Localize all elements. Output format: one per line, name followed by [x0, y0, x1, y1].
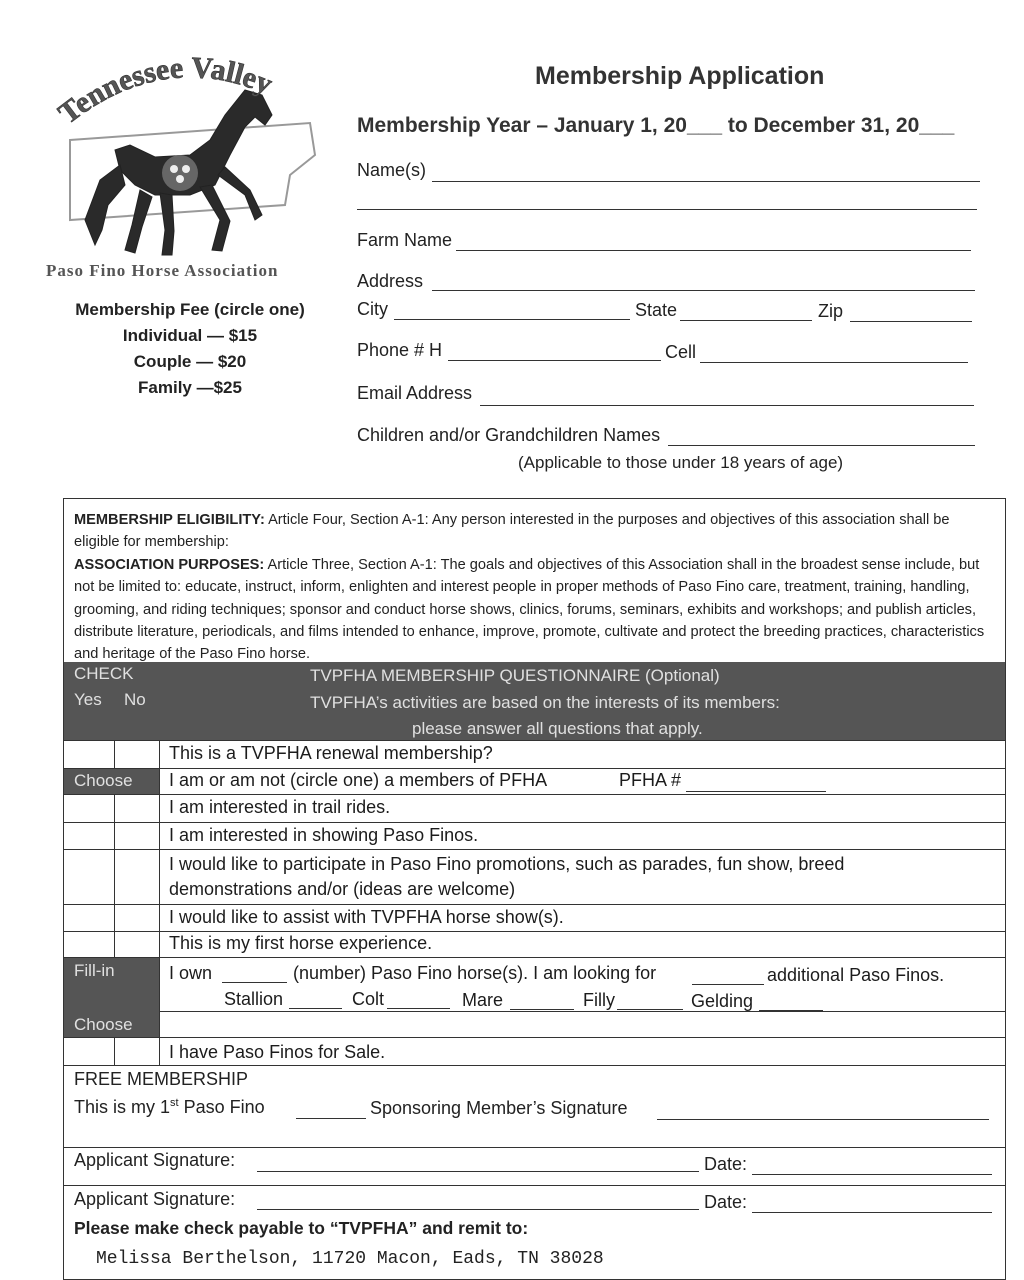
first-post: Paso Fino [178, 1097, 265, 1117]
purposes-body: Article Three, Section A-1: The goals and objectives of this Association shall in the broadest sense include, but not be limited to: educate, instruct, inform, enlighten and interest people in proper methods of Paso Fino care, treatment, training, handling, grooming, and riding techniques; sponsor and conduct horse shows, clinics, forums, seminars, exhibits and workshops; and publish articles, distribute literature, periodicals, and films intended to enhance, improve, promote, cultivate and protect the breeding practices, characteristics and heritage of the Paso Fino horse. [74, 556, 985, 663]
mare-field[interactable] [510, 1009, 574, 1010]
colt-field[interactable] [387, 1008, 450, 1009]
zip-field[interactable] [850, 321, 972, 322]
fee-couple: Couple — $20 [133, 352, 247, 371]
phone-field[interactable] [448, 360, 661, 361]
question-trail-rides: I am interested in trail rides. [169, 797, 391, 817]
date-label-2: Date: [704, 1192, 748, 1212]
first-paso-fino-field[interactable] [296, 1118, 366, 1119]
applicant-signature-label-1: Applicant Signature: [74, 1150, 236, 1170]
children-label: Children and/or Grandchildren Names [357, 425, 661, 445]
pfha-number-field[interactable] [686, 791, 826, 792]
membership-fee-title: Membership Fee (circle one) [75, 300, 305, 319]
state-field[interactable] [680, 320, 812, 321]
email-label: Email Address [357, 383, 473, 403]
filly-field[interactable] [617, 1009, 683, 1010]
sponsor-label: Sponsoring Member’s Signature [370, 1098, 628, 1118]
purposes-label: ASSOCIATION PURPOSES: [74, 556, 265, 573]
fillin-label: Fill-in [74, 961, 115, 980]
fee-family: Family —$25 [138, 378, 242, 397]
farm-name-field[interactable] [456, 250, 971, 251]
gelding-field[interactable] [759, 1010, 823, 1011]
additional-label: additional Paso Finos. [767, 965, 945, 985]
logo-arc-text: Tennessee Valley [52, 51, 277, 131]
q1-no-checkbox[interactable] [114, 740, 159, 768]
q3-yes-checkbox[interactable] [64, 794, 114, 822]
q9-yes-checkbox[interactable] [64, 1037, 114, 1065]
applicant-signature-field-2[interactable] [257, 1209, 699, 1210]
q3-no-checkbox[interactable] [114, 794, 159, 822]
stallion-field[interactable] [289, 1008, 342, 1009]
q5-yes-checkbox[interactable] [64, 849, 114, 904]
question-promotions-line2: demonstrations and/or (ideas are welcome) [169, 879, 516, 899]
question-showing: I am interested in showing Paso Finos. [169, 825, 479, 845]
remit-address: Melissa Berthelson, 11720 Macon, Eads, TN 38028 [96, 1249, 604, 1269]
applicant-signature-label-2: Applicant Signature: [74, 1189, 236, 1209]
membership-year-line: Membership Year – January 1, 20___ to December 31, 20___ [357, 114, 955, 137]
q7-no-checkbox[interactable] [114, 931, 159, 957]
association-logo [40, 45, 330, 290]
question-assist-show: I would like to assist with TVPFHA horse show(s). [169, 907, 564, 927]
email-field[interactable] [480, 405, 974, 406]
choose-label: Choose [74, 771, 133, 790]
q5-no-checkbox[interactable] [114, 849, 159, 904]
address-label: Address [357, 271, 424, 291]
free-membership-title: FREE MEMBERSHIP [74, 1069, 249, 1089]
date-field-1[interactable] [752, 1174, 992, 1175]
choose-label-2: Choose [74, 1015, 133, 1034]
question-pfha-member: I am or am not (circle one) a members of PFHA [169, 770, 548, 790]
own-number-text: (number) Paso Fino horse(s). I am looking for [293, 963, 657, 983]
date-field-2[interactable] [752, 1212, 992, 1213]
q6-no-checkbox[interactable] [114, 904, 159, 931]
stallion-label: Stallion [224, 989, 284, 1009]
check-label: CHECK [74, 664, 134, 683]
fee-individual: Individual — $15 [122, 326, 258, 345]
questionnaire-subtitle-2: please answer all questions that apply. [412, 719, 703, 738]
own-label: I own [169, 963, 213, 983]
question-for-sale: I have Paso Finos for Sale. [169, 1042, 386, 1062]
q1-yes-checkbox[interactable] [64, 740, 114, 768]
eligibility-box [63, 498, 1006, 1280]
children-note: (Applicable to those under 18 years of age) [518, 453, 844, 472]
first-pre: This is my 1 [74, 1097, 171, 1117]
cell-label: Cell [665, 342, 697, 362]
additional-number-field[interactable] [692, 984, 764, 985]
names-field[interactable] [432, 181, 980, 182]
sponsor-signature-field[interactable] [657, 1119, 989, 1120]
colt-label: Colt [352, 989, 385, 1009]
cell-field[interactable] [700, 362, 968, 363]
questionnaire-title: TVPFHA MEMBERSHIP QUESTIONNAIRE (Optional) [310, 666, 720, 685]
q7-yes-checkbox[interactable] [64, 931, 114, 957]
zip-label: Zip [818, 301, 844, 321]
eligibility-label: MEMBERSHIP ELIGIBILITY: [74, 512, 265, 528]
city-label: City [357, 299, 388, 319]
state-label: State [635, 300, 678, 320]
q6-yes-checkbox[interactable] [64, 904, 114, 931]
question-first-horse: This is my first horse experience. [169, 933, 433, 953]
eligibility-body: Article Four, Section A-1: Any person interested in the purposes and objectives of this association shall be eligible for membership: [74, 512, 950, 551]
names-field-2[interactable] [357, 209, 977, 210]
phone-label: Phone # H [357, 340, 443, 360]
eligibility-text [74, 509, 994, 666]
city-field[interactable] [394, 319, 630, 320]
first-paso-fino-label [74, 1097, 265, 1118]
q4-no-checkbox[interactable] [114, 822, 159, 849]
logo-bottom-text: Paso Fino Horse Association [46, 261, 279, 280]
questionnaire-subtitle-1: TVPFHA’s activities are based on the interests of its members: [310, 693, 780, 712]
yes-label: Yes [74, 690, 102, 709]
q9-no-checkbox[interactable] [114, 1037, 159, 1065]
applicant-signature-field-1[interactable] [257, 1171, 699, 1172]
date-label-1: Date: [704, 1154, 748, 1174]
filly-label: Filly [583, 990, 615, 1010]
first-sup: st [170, 1097, 179, 1109]
horse-logo-graphic [40, 45, 330, 290]
no-label: No [124, 690, 146, 709]
gelding-label: Gelding [691, 991, 754, 1011]
mare-label: Mare [462, 990, 504, 1010]
children-field[interactable] [668, 445, 975, 446]
pfha-number-label: PFHA # [619, 770, 682, 790]
q4-yes-checkbox[interactable] [64, 822, 114, 849]
address-field[interactable] [432, 290, 975, 291]
own-number-field[interactable] [222, 982, 287, 983]
question-renewal: This is a TVPFHA renewal membership? [169, 743, 493, 763]
farm-name-label: Farm Name [357, 230, 453, 250]
names-label: Name(s) [357, 160, 427, 180]
remit-label: Please make check payable to “TVPFHA” and remit to: [74, 1218, 529, 1238]
question-promotions-line1: I would like to participate in Paso Fino promotions, such as parades, fun show, breed [169, 854, 845, 874]
page-title: Membership Application [535, 62, 825, 90]
